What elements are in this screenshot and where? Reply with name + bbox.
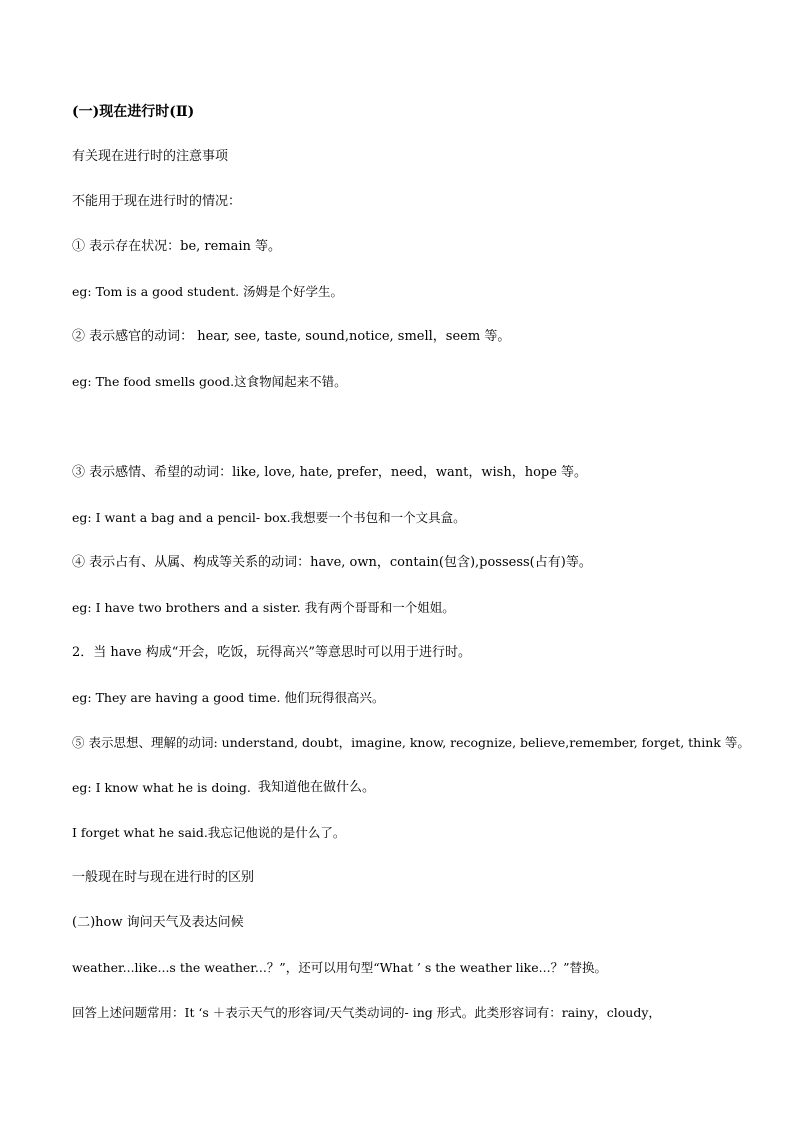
example-2: eg: The food smells good.这食物闻起来不错。 <box>72 374 347 389</box>
example-5: eg: They are having a good time. 他们玩得很高兴。 <box>72 690 385 705</box>
paragraph-weather-answer: 回答上述问题常用：It ‘s ＋表示天气的形容词/天气类动词的- ing 形式。此类形容词有：rainy，cloudy， <box>72 1005 661 1020</box>
example-1: eg: Tom is a good student. 汤姆是个好学生。 <box>72 284 344 299</box>
section-heading-how-weather: (二)how 询问天气及表达问候 <box>72 915 244 930</box>
subheading-difference: 一般现在时与现在进行时的区别 <box>72 870 255 885</box>
rule-1-existence: ① 表示存在状况：be, remain 等。 <box>72 239 282 254</box>
subheading-notes: 有关现在进行时的注意事项 <box>72 149 229 164</box>
paragraph-cannot-use: 不能用于现在进行时的情况： <box>72 194 242 209</box>
example-6-english: eg: I know what he is doing. <box>72 780 251 795</box>
rule-have-exception: 2．当 have 构成“开会，吃饭，玩得高兴”等意思时可以用于进行时。 <box>72 645 471 660</box>
rule-4-possession: ④ 表示占有、从属、构成等关系的动词：have, own，contain(包含),possess(占有)等。 <box>72 555 592 570</box>
section-heading-present-continuous: (一)现在进行时(Ⅱ) <box>72 104 195 120</box>
example-3: eg: I want a bag and a pencil- box.我想要一个书包和一个文具盒。 <box>72 510 466 525</box>
example-7: I forget what he said.我忘记他说的是什么了。 <box>72 825 346 840</box>
paragraph-weather-question: weather...like...s the weather...？”，还可以用句型“What ’ s the weather like...？”替换。 <box>72 960 607 975</box>
example-6-chinese: 我知道他在做什么。 <box>258 780 376 795</box>
rule-2-senses: ② 表示感官的动词： hear, see, taste, sound,notice, smell，seem 等。 <box>72 329 511 344</box>
rule-5-thought: ⑤ 表示思想、理解的动词: understand, doubt，imagine, know, recognize, believe,remember, forget, think 等。 <box>72 735 750 750</box>
rule-3-feelings: ③ 表示感情、希望的动词：like, love, hate, prefer，need，want，wish，hope 等。 <box>72 465 588 480</box>
example-4: eg: I have two brothers and a sister. 我有两个哥哥和一个姐姐。 <box>72 600 455 615</box>
